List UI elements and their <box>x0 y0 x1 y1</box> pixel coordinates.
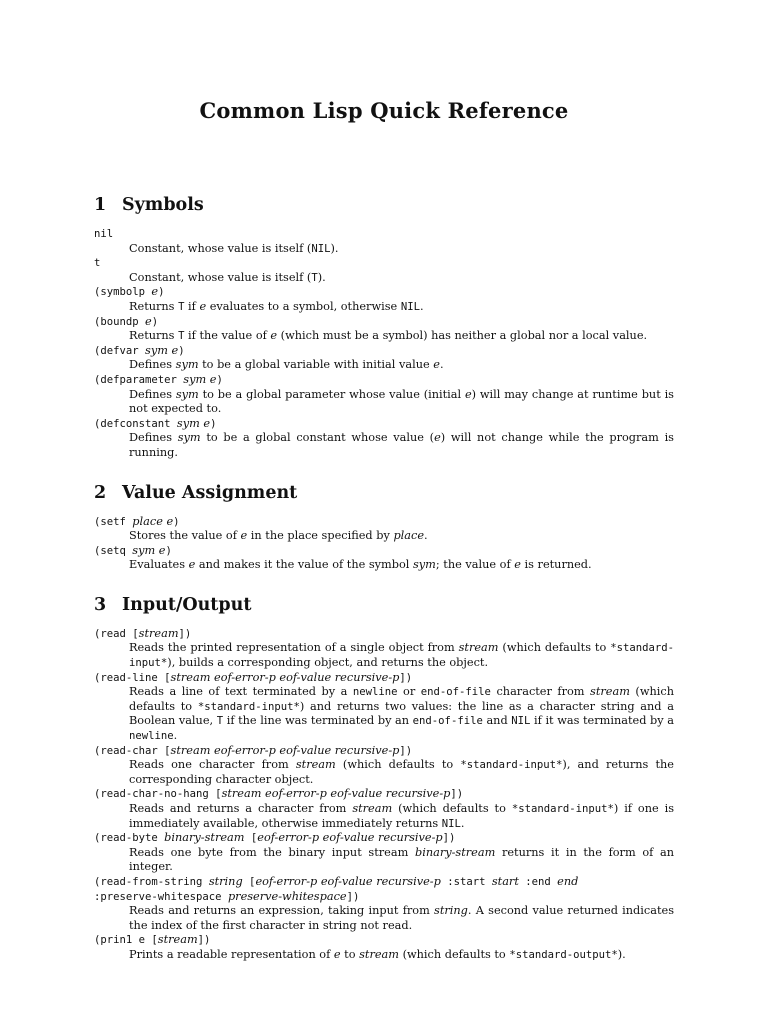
definition-description <box>129 329 674 344</box>
code-text: ]) <box>450 788 464 801</box>
italic-text: start <box>491 874 519 888</box>
text-run: to be a global variable with initial value <box>198 358 434 372</box>
code-text: T <box>178 300 185 313</box>
text-run: . A second value returned indicates the index of the first character in string not read. <box>129 904 674 932</box>
text-run: . <box>173 729 178 743</box>
section-heading <box>94 595 674 615</box>
italic-text: e <box>333 947 341 961</box>
code-text: *standard-input* <box>511 803 614 815</box>
code-text: ) <box>173 515 180 528</box>
italic-text: stream <box>295 758 336 772</box>
code-text: T <box>178 330 185 343</box>
sections-container <box>94 195 674 963</box>
code-text: (read [ <box>94 627 139 640</box>
text-run: if the line was terminated by an <box>223 714 413 728</box>
function-signature <box>94 933 674 948</box>
italic-text: string <box>434 904 468 918</box>
definition-description <box>129 529 674 544</box>
function-signature <box>94 627 674 642</box>
code-text: ]) <box>197 934 211 947</box>
text-run: Reads a line of text terminated by a <box>129 685 353 699</box>
section-number: 3 <box>94 594 107 615</box>
definition-description <box>129 431 674 460</box>
text-run: (which defaults to <box>398 947 510 961</box>
text-run: . <box>419 299 424 313</box>
code-text: (read-char [ <box>94 744 171 757</box>
section-heading <box>94 195 674 215</box>
function-signature <box>94 256 674 271</box>
italic-text: stream <box>458 641 499 655</box>
text-run: ) will not change while the program is running. <box>129 431 674 459</box>
definition-entry <box>94 671 674 744</box>
text-run: in the place specified by <box>247 529 394 543</box>
function-signature <box>94 515 674 530</box>
function-signature <box>94 417 674 432</box>
definition-description <box>129 948 674 963</box>
text-run: Defines <box>129 358 176 372</box>
code-text: ) <box>165 544 172 557</box>
text-run: ) and returns two values: the line as a character string and a Boolean value, <box>129 699 674 728</box>
code-text: (setq <box>94 544 133 557</box>
text-run: if the value of <box>184 329 271 343</box>
function-signature <box>94 831 674 846</box>
code-text: (prin1 e [ <box>94 934 158 947</box>
italic-text: eof-error-p eof-value recursive-p <box>255 874 441 888</box>
definition-description <box>129 558 674 573</box>
code-text: (defconstant <box>94 417 177 430</box>
text-run: ). <box>330 241 339 255</box>
italic-text: e <box>199 299 207 313</box>
section-input-output <box>94 595 674 963</box>
italic-text: e <box>145 314 152 328</box>
code-text: :preserve-whitespace <box>94 890 228 903</box>
code-text: nil <box>94 228 114 240</box>
code-text: ]) <box>442 832 456 845</box>
text-run: evaluates to a symbol, otherwise <box>206 299 401 313</box>
document-page <box>94 98 674 963</box>
code-text: end-of-file <box>420 686 491 699</box>
text-run: . <box>460 816 465 830</box>
text-run: Returns <box>129 299 179 313</box>
italic-text: preserve-whitespace <box>227 889 347 903</box>
text-run: to <box>340 947 360 961</box>
italic-text: binary-stream <box>414 845 496 859</box>
italic-text: stream eof-error-p eof-value recursive-p <box>170 670 400 684</box>
text-run: (which defaults to <box>392 802 512 815</box>
text-run: Reads the printed representation of a single object from <box>129 641 459 655</box>
definition-description <box>129 300 674 315</box>
section-number: 1 <box>94 195 107 215</box>
section-title: Input/Output <box>122 594 252 615</box>
italic-text: stream <box>157 933 198 947</box>
definition-entry <box>94 831 674 875</box>
italic-text: sym e <box>183 372 217 386</box>
text-run: or <box>397 685 421 699</box>
code-text: ]) <box>399 671 413 684</box>
definition-description <box>129 758 674 787</box>
code-text: *standard-input* <box>460 759 563 772</box>
italic-text: stream <box>590 685 630 699</box>
function-signature <box>94 344 674 359</box>
text-run: Returns <box>129 329 179 343</box>
italic-text: sym e <box>145 343 179 357</box>
definition-entry <box>94 544 674 573</box>
code-text: (defparameter <box>94 373 184 386</box>
function-signature <box>94 875 674 904</box>
text-run: ). <box>617 947 626 961</box>
code-text: :end <box>518 875 558 888</box>
definition-description <box>129 242 674 257</box>
code-text: end-of-file <box>412 715 483 728</box>
definition-entry <box>94 344 674 373</box>
italic-text: sym e <box>176 416 211 430</box>
italic-text: e <box>240 529 248 543</box>
code-text: (setf <box>94 515 133 528</box>
text-run: . <box>439 358 444 372</box>
section-value-assignment <box>94 483 674 573</box>
definition-description <box>129 388 674 417</box>
code-text: NIL <box>400 300 420 313</box>
text-run: Defines <box>129 431 178 445</box>
italic-text: binary-stream <box>164 831 245 845</box>
text-run: character from <box>490 685 591 699</box>
definition-entry <box>94 627 674 671</box>
code-text: (defvar <box>94 344 146 357</box>
function-signature <box>94 373 674 388</box>
text-run: Defines <box>129 387 176 401</box>
text-run: Prints a readable representation of <box>129 947 334 961</box>
italic-text: stream <box>352 802 393 815</box>
function-signature <box>94 544 674 559</box>
code-text: (read-line [ <box>94 671 171 684</box>
text-run: (which defaults to <box>498 641 611 655</box>
definition-entry <box>94 417 674 461</box>
italic-text: eof-error-p eof-value recursive-p <box>257 831 443 845</box>
code-text: NIL <box>511 715 531 728</box>
text-run: if <box>184 299 200 313</box>
italic-text: e <box>188 558 196 572</box>
definition-entry <box>94 256 674 285</box>
text-run: if it was terminated by a <box>530 714 674 728</box>
code-text: ]) <box>399 744 413 757</box>
definition-description <box>129 685 674 743</box>
definition-description <box>129 358 674 373</box>
text-run: ) will may change at runtime but is not expected to. <box>129 387 674 416</box>
code-text: ) <box>216 373 223 386</box>
text-run: ) if one is immediately available, otherwise immediately returns <box>129 802 674 830</box>
code-text: *standard-output* <box>509 948 618 961</box>
text-run: Reads and returns an expression, taking input from <box>129 904 435 918</box>
function-signature <box>94 787 674 802</box>
italic-text: sym <box>177 431 201 445</box>
definition-entry <box>94 875 674 933</box>
code-text: [ <box>242 875 256 888</box>
text-run: Stores the value of <box>129 529 241 543</box>
code-text: NIL <box>311 242 331 255</box>
text-run: (which defaults to <box>335 758 461 772</box>
italic-text: sym <box>175 358 199 372</box>
text-run: Constant, whose value is itself ( <box>129 241 312 255</box>
function-signature <box>94 744 674 759</box>
code-text: (read-char-no-hang [ <box>94 788 222 801</box>
definition-entry <box>94 933 674 962</box>
definition-entry <box>94 373 674 417</box>
code-text: :start <box>440 875 492 888</box>
italic-text: end <box>557 874 579 888</box>
italic-text: place <box>393 529 425 543</box>
definition-entry <box>94 787 674 831</box>
text-run: returns it in the form of an integer. <box>129 845 674 874</box>
code-text: newline <box>352 686 398 699</box>
code-text: ) <box>158 286 165 299</box>
function-signature <box>94 227 674 242</box>
code-text: T <box>216 715 224 728</box>
text-run: Reads and returns a character from <box>129 802 353 815</box>
italic-text: e <box>514 558 521 572</box>
section-symbols <box>94 195 674 461</box>
code-text: ]) <box>346 890 360 903</box>
section-title: Value Assignment <box>122 482 298 503</box>
definition-description <box>129 904 674 933</box>
text-run: to be a global parameter whose value (initial <box>198 387 465 401</box>
text-run: Reads one character from <box>129 758 296 772</box>
italic-text: e <box>433 358 440 372</box>
text-run: and makes it the value of the symbol <box>195 558 413 572</box>
function-signature <box>94 671 674 686</box>
code-text: ]) <box>178 627 192 640</box>
italic-text: e <box>270 329 278 343</box>
text-run: Evaluates <box>129 558 189 572</box>
code-text: t <box>94 257 101 270</box>
italic-text: stream eof-error-p eof-value recursive-p <box>221 787 451 801</box>
text-run: to be a global constant whose value ( <box>200 431 435 445</box>
italic-text: e <box>151 285 159 299</box>
code-text: *standard-input* <box>197 700 300 713</box>
code-text: T <box>311 271 318 284</box>
text-run: . <box>424 529 428 543</box>
section-title: Symbols <box>122 195 204 215</box>
italic-text: stream <box>359 947 399 961</box>
text-run: is returned. <box>520 558 592 572</box>
definition-description <box>129 641 674 670</box>
text-run: (which must be a symbol) has neither a global nor a local value. <box>277 329 648 343</box>
definition-description <box>129 802 674 831</box>
code-text: [ <box>244 832 258 845</box>
text-run: Constant, whose value is itself ( <box>129 270 312 284</box>
text-run: ), builds a corresponding object, and returns the object. <box>167 656 489 670</box>
definition-entry <box>94 744 674 788</box>
section-number: 2 <box>94 482 107 503</box>
italic-text: sym e <box>132 543 166 557</box>
code-text: (read-from-string <box>94 875 209 888</box>
italic-text: stream eof-error-p eof-value recursive-p <box>170 743 400 757</box>
definition-entry <box>94 227 674 256</box>
function-signature <box>94 315 674 330</box>
code-text: ) <box>151 315 159 328</box>
italic-text: e <box>434 431 441 445</box>
text-run: Reads one byte from the binary input stream <box>129 845 415 859</box>
text-run: ; the value of <box>435 558 515 572</box>
definition-entry <box>94 315 674 344</box>
code-text: NIL <box>441 817 461 830</box>
definition-description <box>129 846 674 875</box>
section-heading <box>94 483 674 503</box>
text-run: ). <box>317 270 326 284</box>
text-run: ), and returns the corresponding character object. <box>129 758 674 786</box>
italic-text: e <box>464 387 472 401</box>
italic-text: sym <box>175 387 199 401</box>
italic-text: place e <box>132 514 174 528</box>
code-text: *standard-input* <box>129 642 674 670</box>
italic-text: string <box>208 874 243 888</box>
code-text: ) <box>178 344 185 357</box>
italic-text: sym <box>413 558 436 572</box>
definition-description <box>129 271 674 286</box>
text-run: (which defaults to <box>129 685 674 713</box>
code-text: ) <box>210 417 217 430</box>
text-run: and <box>482 714 512 728</box>
italic-text: stream <box>138 626 179 640</box>
definition-entry <box>94 285 674 314</box>
code-text: (symbolp <box>94 286 152 299</box>
definition-entry <box>94 515 674 544</box>
code-text: (boundp <box>94 315 146 328</box>
function-signature <box>94 285 674 300</box>
code-text: (read-byte <box>94 832 165 845</box>
document-title: Common Lisp Quick Reference <box>199 98 569 123</box>
code-text: newline <box>129 730 174 743</box>
